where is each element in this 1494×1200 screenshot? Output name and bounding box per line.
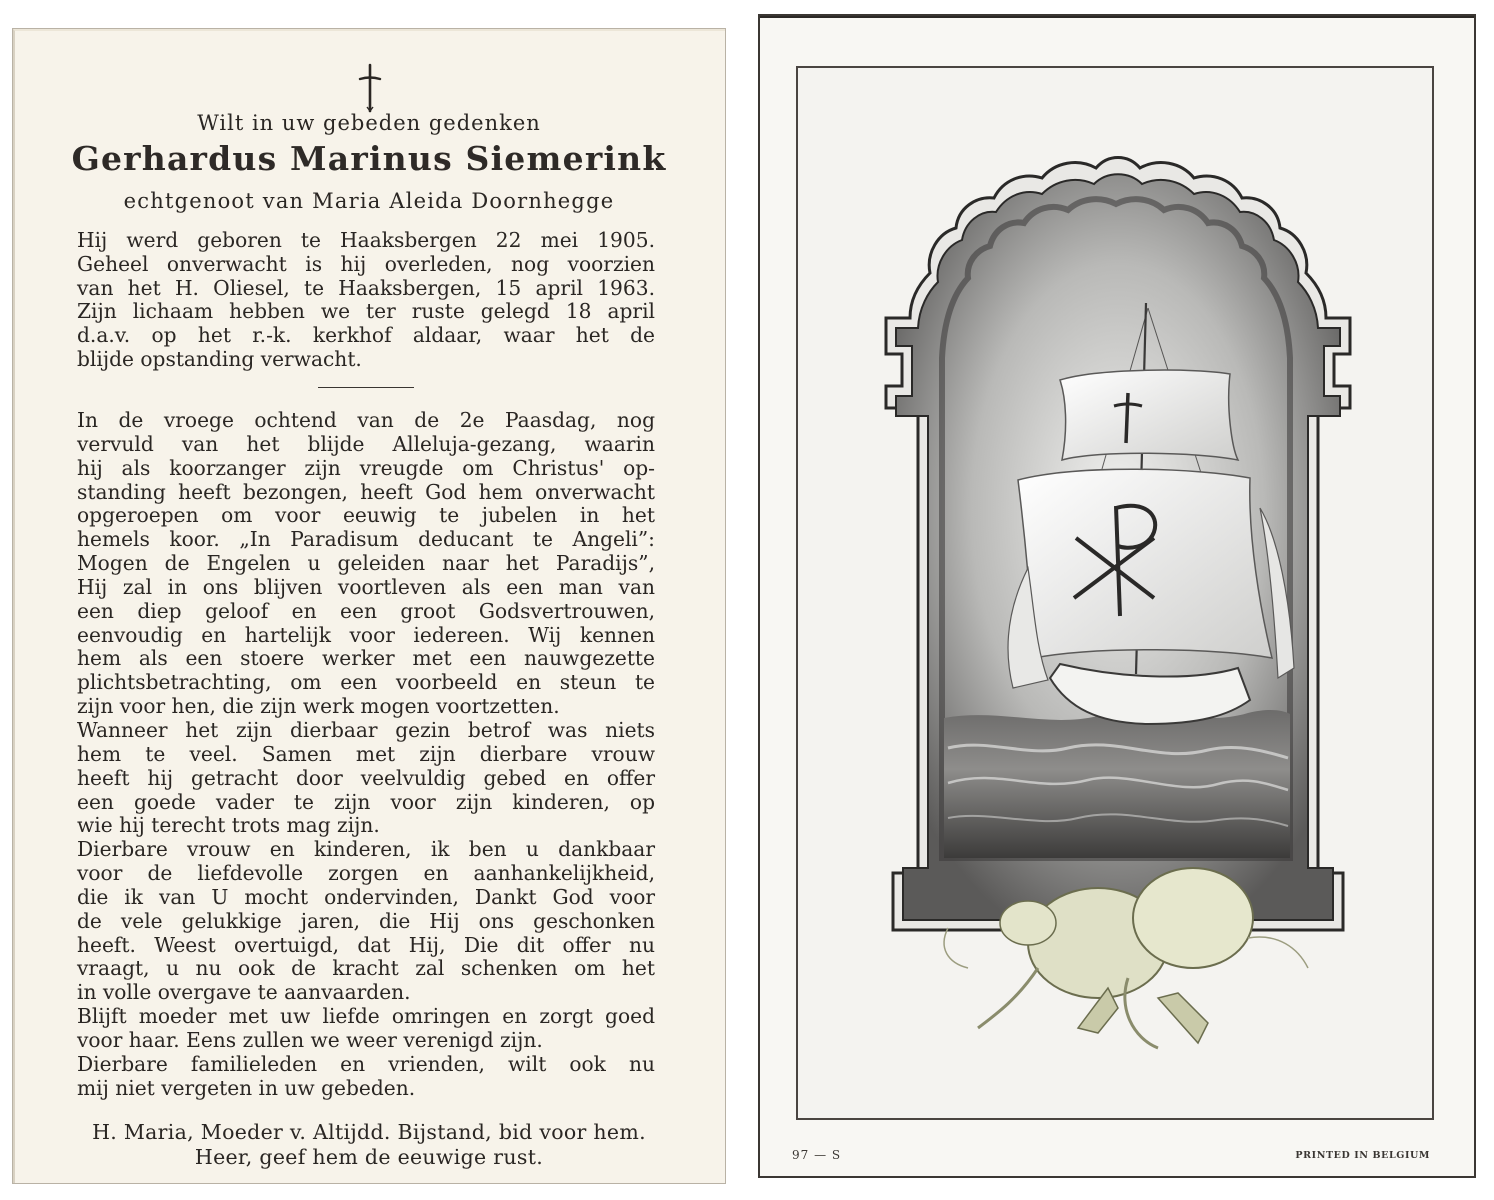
text-line: Wanneer het zijn dierbaar gezin betrof was niets [77,717,655,742]
text-line: Mogen de Engelen u geleiden naar het Paradijs”, [77,551,655,576]
closing-prayer [13,1120,725,1169]
text-line: hem te veel. Samen met zijn dierbare vrouw [77,741,655,766]
memorial-text [77,409,655,1100]
text-line: vraagt, u nu ook de kracht zal schenken om het [77,956,655,981]
bio-line: Zijn lichaam hebben we ter ruste gelegd 18 april [77,299,655,324]
biography-paragraph [77,229,655,372]
printer-imprint: PRINTED IN BELGIUM [1295,1150,1430,1161]
memorial-card-image-side [758,14,1476,1178]
cross-icon [355,63,385,113]
text-line: voor haar. Eens zullen we weer verenigd zijn. [77,1027,543,1052]
prayer-line: Heer, geef hem de eeuwige rust. [194,1144,544,1169]
text-line: plichtsbetrachting, om een voorbeeld en steun te [77,670,655,695]
ship-illustration [798,68,1432,1118]
text-line: standing heeft bezongen, heeft God hem onverwacht [77,479,655,504]
section-divider [318,387,414,388]
text-line: Blijft moeder met uw liefde omringen en zorgt goed [77,1004,655,1029]
spouse-line: echtgenoot van Maria Aleida Doornhegge [123,189,615,213]
card-number: 97 — S [792,1148,842,1162]
text-line: in volle overgave te aanvaarden. [77,980,411,1005]
text-line: heeft. Weest overtuigd, dat Hij, Die dit offer nu [77,932,655,957]
text-line: een diep geloof en een groot Godsvertrouwen, [77,598,655,623]
text-line: mij niet vergeten in uw gebeden. [77,1075,416,1100]
text-line: Dierbare vrouw en kinderen, ik ben u dankbaar [77,837,655,862]
illustration-frame [796,66,1434,1120]
text-line: voor de liefdevolle zorgen en aanhankelijkheid, [77,861,655,886]
text-line: hem als een stoere werker met een nauwgezette [77,646,655,671]
text-line: Hij zal in ons blijven voortleven als een man van [77,574,655,599]
text-line: hemels koor. „In Paradisum deducant te Angeli”: [77,527,655,552]
bio-line: d.a.v. op het r.-k. kerkhof aldaar, waar het de [77,323,655,348]
prayer-line: H. Maria, Moeder v. Altijdd. Bijstand, bid voor hem. [92,1120,646,1144]
text-line: Dierbare familieleden en vrienden, wilt ook nu [77,1051,655,1076]
deceased-name: Gerhardus Marinus Siemerink [71,139,667,178]
bio-line: blijde opstanding verwacht. [77,346,362,371]
text-line: heeft hij getracht door veelvuldig gebed en offer [77,765,655,790]
text-line: wie hij terecht trots mag zijn. [77,813,380,838]
text-line: In de vroege ochtend van de 2e Paasdag, nog [77,408,655,432]
bio-line: van het H. Oliesel, te Haaksbergen, 15 april 1963. [77,275,655,300]
text-line: eenvoudig en hartelijk voor iedereen. Wij kennen [77,622,655,647]
text-line: opgeroepen om voor eeuwig te jubelen in het [77,503,655,528]
memorial-card-text-side [12,28,726,1184]
text-line: hij als koorzanger zijn vreugde om Christus' op- [77,455,655,480]
text-line: de vele gelukkige jaren, die Hij ons geschonken [77,908,655,933]
bio-line: Hij werd geboren te Haaksbergen 22 mei 1905. [77,228,655,252]
text-line: vervuld van het blijde Alleluja-gezang, waarin [77,431,655,456]
bio-line: Geheel onverwacht is hij overleden, nog voorzien [77,251,655,276]
text-line: die ik van U mocht ondervinden, Dankt God voor [77,884,655,909]
text-line: een goede vader te zijn voor zijn kinderen, op [77,789,655,814]
intro-line: Wilt in uw gebeden gedenken [197,111,541,135]
text-line: zijn voor hen, die zijn werk mogen voortzetten. [77,694,560,719]
